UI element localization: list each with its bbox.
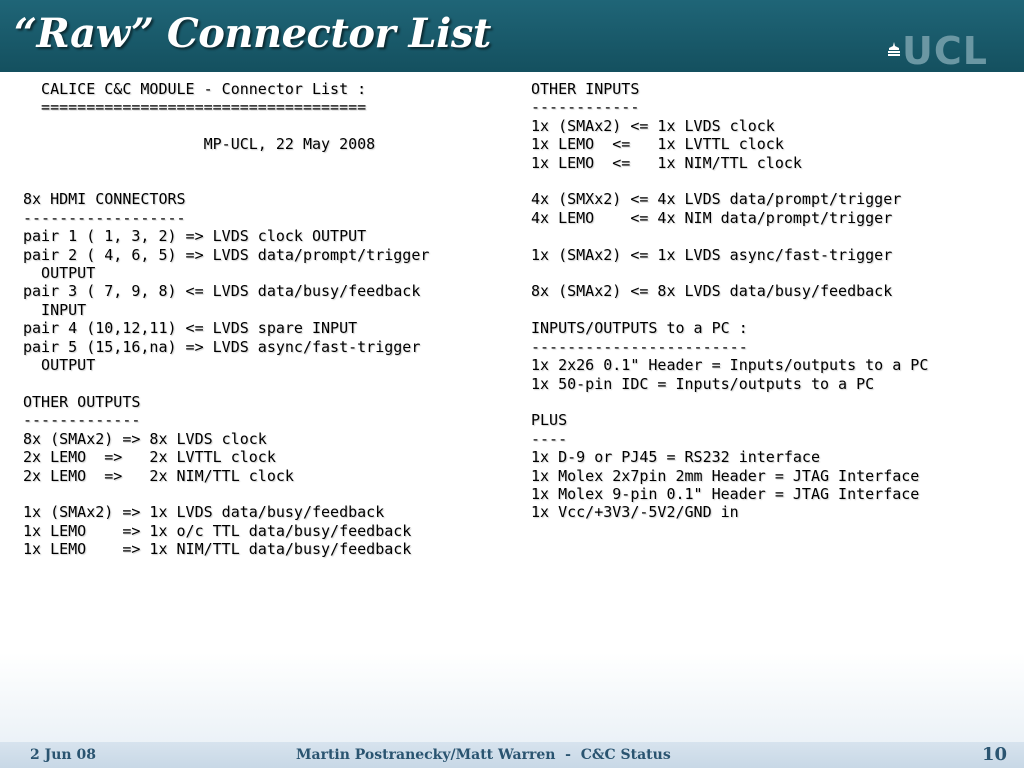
connector-list-left: CALICE C&C MODULE - Connector List : ==================================== MP-UCL, 22 May 2008 8x HDMI CONNECTORS ------------------ pair 1 ( 1, 3, 2) => LVDS clock OUTPUT pair 2 ( 4, 6, 5) => LVDS data/prompt/trigger OUTPUT pair 3 ( 7, 9, 8) <= LVDS data/busy/feedback INPUT pair 4 (10,12,11) <= LVDS spare INPUT pair 5 (15,16,na) => LVDS async/fast-trigger OUTPUT OTHER OUTPUTS ------------- 8x (SMAx2) => 8x LVDS clock 2x LEMO => 2x LVTTL clock 2x LEMO => 2x NIM/TTL clock 1x (SMAx2) => 1x LVDS data/busy/feedback 1x LEMO => 1x o/c TTL data/busy/feedback 1x LEMO => 1x NIM/TTL data/busy/feedback (23, 80, 430, 559)
ucl-logo-text: UCL (902, 29, 988, 73)
slide-header (0, 0, 1024, 72)
ucl-dome-icon (888, 42, 900, 56)
slide-footer (0, 742, 1024, 768)
page-number: 10 (982, 744, 1008, 765)
slide-title: “Raw” Connector List (14, 10, 491, 57)
footer-authors: Martin Postranecky/Matt Warren - C&C Status (296, 747, 671, 763)
ucl-logo (888, 29, 1008, 73)
footer-date: 2 Jun 08 (30, 747, 96, 763)
connector-list-right: OTHER INPUTS ------------ 1x (SMAx2) <= 1x LVDS clock 1x LEMO <= 1x LVTTL clock 1x LEMO <= 1x NIM/TTL clock 4x (SMXx2) <= 4x LVDS data/prompt/trigger 4x LEMO <= 4x NIM data/prompt/trigger 1x (SMAx2) <= 1x LVDS async/fast-trigger 8x (SMAx2) <= 8x LVDS data/busy/feedback INPUTS/OUTPUTS to a PC : ------------------------ 1x 2x26 0.1" Header = Inputs/outputs to a PC 1x 50-pin IDC = Inputs/outputs to a PC PLUS ---- 1x D-9 or PJ45 = RS232 interface 1x Molex 2x7pin 2mm Header = JTAG Interface 1x Molex 9-pin 0.1" Header = JTAG Interface 1x Vcc/+3V3/-5V2/GND in (531, 80, 929, 522)
